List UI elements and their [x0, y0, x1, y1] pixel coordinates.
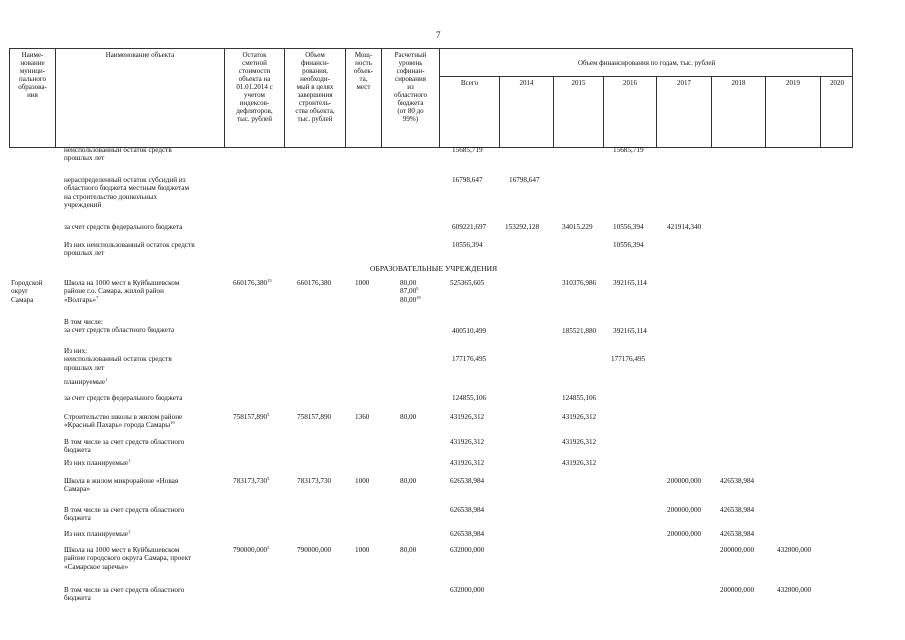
object-name-cell: за счет средств федерального бюджета [64, 223, 183, 231]
object-name-cell: неиспользованный остаток средств прошлых лет [64, 146, 172, 163]
object-name-cell [64, 279, 179, 304]
residual-cost-cell [233, 477, 269, 485]
year-2015-cell: 310376,986 [562, 279, 597, 287]
residual-cost-value: 790000,000 [233, 546, 268, 554]
capacity-cell: 1000 [355, 477, 370, 485]
year-2018-cell: 426538,984 [720, 477, 755, 485]
year-2015-cell: 431926,312 [562, 438, 597, 446]
total-cell: 626538,984 [450, 506, 485, 514]
object-name-text: Из них планируемые [64, 459, 128, 467]
year-2019-cell: 432000,000 [777, 586, 812, 594]
header-divider [55, 48, 56, 147]
total-cell: 400510,499 [452, 327, 487, 335]
year-2016-cell: 10556,394 [613, 223, 644, 231]
object-name-cell [64, 378, 107, 386]
total-cell: 609221,697 [452, 223, 487, 231]
total-cell: 124855,106 [452, 394, 487, 402]
year-2018-cell: 200000,000 [720, 586, 755, 594]
header-object-name: Наименование объекта [105, 51, 175, 59]
header-year-2015: 2015 [571, 79, 586, 87]
header-funding-volume: Объем финанси- рования, необходи- мый в целях завершения строитель- ства объекта, тыс. рублей [295, 51, 335, 123]
footnote-ref: 1 [127, 529, 131, 534]
year-2018-cell: 200000,000 [720, 546, 755, 554]
total-cell: 431926,312 [450, 438, 485, 446]
funding-volume-cell: 758157,890 [297, 413, 332, 421]
year-2015-cell: 431926,312 [562, 459, 597, 467]
year-2017-cell: 200000,000 [667, 530, 702, 538]
footnote-ref: 15 [267, 278, 272, 283]
footnote-ref: 5 [267, 412, 270, 417]
capacity-cell: 1000 [355, 546, 370, 554]
total-cell: 15685,719 [452, 146, 483, 154]
object-name-cell: В том числе за счет средств областного бюджета [64, 506, 185, 523]
year-2015-cell: 185521,880 [562, 327, 597, 335]
footnote-ref: 5 [416, 286, 419, 292]
cofinancing-level-cell: 80,00 [400, 477, 417, 485]
capacity-cell: 1000 [355, 279, 370, 287]
header-year-2020: 2020 [830, 79, 844, 87]
object-name-cell: В том числе за счет средств областного бюджета [64, 586, 185, 603]
header-year-2016: 2016 [623, 79, 637, 87]
footnote-ref: 1 [105, 377, 108, 382]
object-name-cell [64, 459, 130, 467]
cofinancing-level-cell: 80,00 [400, 413, 417, 421]
cofinancing-level-cell [400, 279, 421, 304]
object-name-line: районе г.о. Самара, жилой район [64, 287, 164, 296]
year-2017-cell: 200000,000 [667, 506, 702, 514]
year-2016-cell: 177176,495 [611, 355, 646, 363]
page-number: 7 [436, 30, 441, 40]
object-name-cell [64, 530, 130, 538]
header-divider [439, 76, 853, 77]
header-year-2014: 2014 [519, 79, 534, 87]
object-name-cell: Из них неиспользованный остаток средств прошлых лет [64, 241, 195, 258]
year-2014-cell: 16798,647 [509, 176, 540, 184]
object-name-cell: за счет средств федерального бюджета [64, 394, 183, 402]
header-cofinancing-level: Расчетный уровень софинан- сирования из областного бюджета (от 80 до 99%) [393, 51, 428, 123]
footnote-ref: 5 [267, 545, 270, 550]
section-title: ОБРАЗОВАТЕЛЬНЫЕ УЧРЕЖДЕНИЯ [370, 264, 498, 273]
header-funding-by-years: Объем финансирования по годам, тыс. рублей [577, 59, 716, 67]
total-cell: 626538,984 [450, 530, 485, 538]
year-2015-cell: 34015,229 [562, 223, 593, 231]
municipality-name: Городской округ Самара [11, 279, 43, 304]
object-name-cell: Школа в жилом микрорайоне «Новая Самара» [64, 477, 179, 494]
cofinancing-level-cell: 80,00 [400, 546, 417, 554]
year-2016-cell: 15685,719 [613, 146, 644, 154]
year-2015-cell: 431926,312 [562, 413, 597, 421]
object-name-line: «Красный Пахарь» города Самары [64, 421, 171, 430]
footnote-ref: 7 [96, 294, 99, 300]
object-name-text: планируемые [64, 378, 106, 386]
total-cell: 626538,984 [450, 477, 485, 485]
cofinancing-level-value: 80,00 [400, 279, 417, 287]
object-name-line: Школа на 1000 мест в Куйбышевском [64, 279, 180, 287]
residual-cost-cell [233, 413, 269, 421]
funding-volume-cell: 790000,000 [297, 546, 332, 554]
object-name-cell [64, 413, 182, 430]
total-cell: 10556,394 [452, 241, 483, 249]
year-2018-cell: 426538,984 [720, 530, 755, 538]
footnote-ref: 5 [267, 476, 270, 481]
header-year-2019: 2019 [786, 79, 800, 87]
year-2014-cell: 153292,128 [505, 223, 540, 231]
year-2018-cell: 426538,984 [720, 506, 755, 514]
funding-volume-cell: 783173,730 [297, 477, 332, 485]
funding-volume-cell: 660176,380 [297, 279, 332, 287]
header-municipality: Наиме- нование муници- пального образова- ния [18, 51, 47, 99]
total-cell: 431926,312 [450, 459, 485, 467]
header-year-2017: 2017 [677, 79, 691, 87]
residual-cost-cell [233, 279, 272, 287]
total-cell: 177176,495 [452, 355, 487, 363]
year-2016-cell: 392165,114 [613, 327, 647, 335]
object-name-cell: В том числе: за счет средств областного бюджета [64, 318, 175, 335]
object-name-line: Строительство школы в жилом районе [64, 413, 183, 421]
footnote-ref: 18 [416, 294, 421, 300]
footnote-ref: 1 [127, 458, 131, 463]
object-name-cell: В том числе за счет средств областного бюджета [64, 438, 185, 455]
total-cell: 525365,605 [450, 279, 485, 287]
footnote-ref: 19 [170, 420, 175, 426]
residual-cost-value: 783173,730 [233, 477, 268, 485]
year-2016-cell: 10556,394 [613, 241, 644, 249]
object-name-line: «Волгарь» [64, 295, 97, 304]
header-capacity: Мощ- ность объек- та, мест [353, 51, 374, 91]
year-2015-cell: 124855,106 [562, 394, 597, 402]
year-2016-cell: 392165,114 [613, 279, 647, 287]
header-total: Всего [460, 79, 479, 87]
residual-cost-value: 758157,890 [233, 413, 268, 421]
capacity-cell: 1360 [355, 413, 370, 421]
cofinancing-level-value: 87,00 [400, 287, 417, 296]
year-2017-cell: 200000,000 [667, 477, 702, 485]
residual-cost-cell [233, 546, 269, 554]
object-name-cell: Из них: неиспользованный остаток средств прошлых лет [64, 347, 172, 372]
total-cell: 16798,647 [452, 176, 483, 184]
object-name-text: Из них планируемые [64, 530, 128, 538]
total-cell: 632000,000 [450, 586, 485, 594]
residual-cost-value: 660176,380 [233, 279, 268, 287]
cofinancing-level-value: 80,00 [400, 295, 417, 304]
object-name-cell: Школа на 1000 мест в Куйбышевском районе городского округа Самара, проект «Самарское заречье» [64, 546, 192, 571]
object-name-cell: нераспределенный остаток субсидий из областного бюджета местным бюджетам на строительство дошкольных учреждений [64, 176, 189, 210]
total-cell: 431926,312 [450, 413, 485, 421]
total-cell: 632000,000 [450, 546, 485, 554]
year-2019-cell: 432000,000 [777, 546, 812, 554]
header-residual-cost: Остаток сметной стоимости объекта на 01.01.2014 с учетом индексов- дефляторов, тыс. рублей [236, 51, 273, 123]
year-2017-cell: 421914,340 [667, 223, 702, 231]
header-year-2018: 2018 [731, 79, 746, 87]
